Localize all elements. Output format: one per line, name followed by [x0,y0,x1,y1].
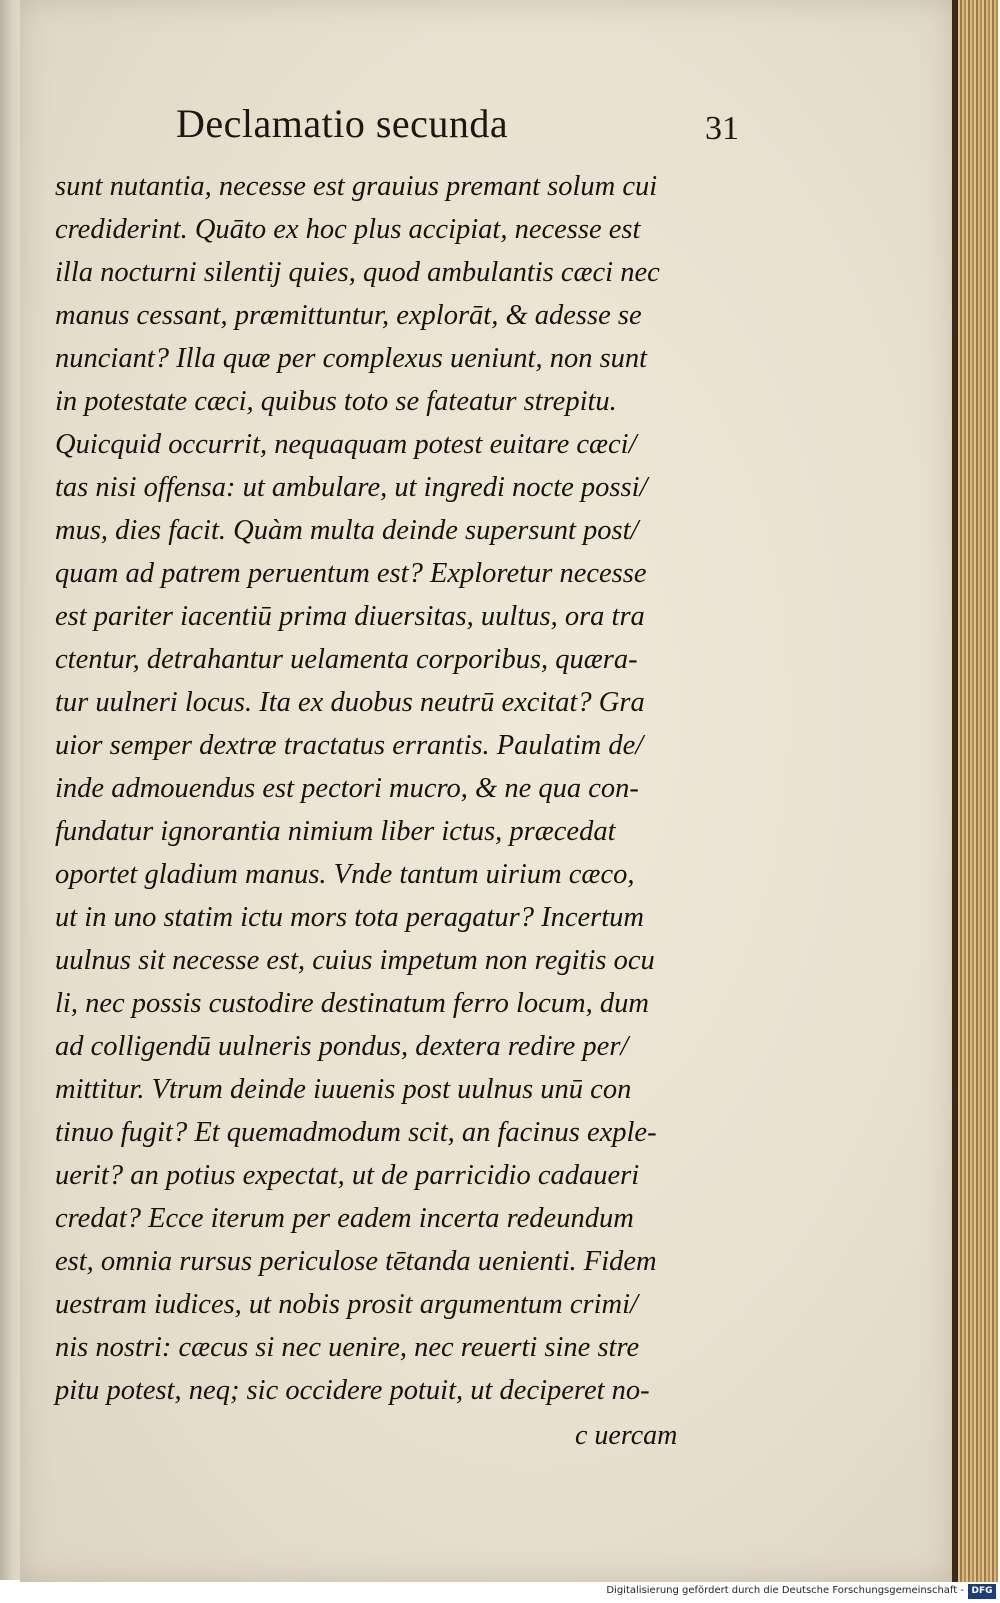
text-line: inde admouendus est pectori mucro, & ne qua con- [55,773,639,804]
text-line: illa nocturni silentij quies, quod ambulantis cæci nec [55,257,660,288]
digitization-footer [0,1582,1000,1603]
text-line: tur uulneri locus. Ita ex duobus neutrū excitat? Gra [55,687,645,718]
body-text [55,165,755,1412]
text-line: mus, dies facit. Quàm multa deinde supersunt post/ [55,515,639,546]
text-line: est, omnia rursus periculose tētanda uenienti. Fidem [55,1246,657,1277]
text-line: li, nec possis custodire destinatum ferro locum, dum [55,988,649,1019]
text-line: ad colligendū uulneris pondus, dextera redire per/ [55,1031,629,1062]
text-line: quam ad patrem peruentum est? Exploretur necesse [55,558,647,589]
text-line: nunciant? Illa quæ per complexus ueniunt, non sunt [55,343,648,374]
text-line: uestram iudices, ut nobis prosit argumentum crimi/ [55,1289,638,1320]
text-line: Quicquid occurrit, nequaquam potest euitare cæci/ [55,429,637,460]
page-number: 31 [705,110,739,147]
text-line: tinuo fugit? Et quemadmodum scit, an facinus exple- [55,1117,657,1148]
text-line: credat? Ecce iterum per eadem incerta redeundum [55,1203,634,1234]
text-line: mittitur. Vtrum deinde iuuenis post uulnus unū con [55,1074,632,1105]
text-line: pitu potest, neq; sic occidere potuit, ut deciperet no- [55,1375,650,1406]
text-line: manus cessant, præmittuntur, explorāt, & adesse se [55,300,642,331]
text-line: ut in uno statim ictu mors tota peragatur? Incertum [55,902,644,933]
text-line: sunt nutantia, necesse est grauius premant solum cui [55,171,658,202]
funding-notice: Digitalisierung gefördert durch die Deutsche Forschungsgemeinschaft - [606,1585,964,1596]
page-edge-shadow [952,0,958,1582]
dfg-logo: DFG [968,1584,996,1599]
catchword: c uercam [575,1420,678,1451]
text-line: ctentur, detrahantur uelamenta corporibus, quæra- [55,644,638,675]
text-line: fundatur ignorantia nimium liber ictus, præcedat [55,816,616,847]
text-line: nis nostri: cæcus si nec uenire, nec reuerti sine stre [55,1332,640,1363]
text-line: uior semper dextræ tractatus errantis. Paulatim de/ [55,730,644,761]
text-line: oportet gladium manus. Vnde tantum uirium cæco, [55,859,635,890]
text-line: tas nisi offensa: ut ambulare, ut ingredi nocte possi/ [55,472,648,503]
text-line: est pariter iacentiū prima diuersitas, uultus, ora tra [55,601,645,632]
running-head: Declamatio secunda [176,101,509,146]
page-edges [952,0,998,1582]
text-line: in potestate cæci, quibus toto se fateatur strepitu. [55,386,617,417]
text-line: uulnus sit necesse est, cuius impetum non regitis ocu [55,945,655,976]
text-line: uerit? an potius expectat, ut de parricidio cadaueri [55,1160,640,1191]
text-line: crediderint. Quāto ex hoc plus accipiat, necesse est [55,214,641,245]
